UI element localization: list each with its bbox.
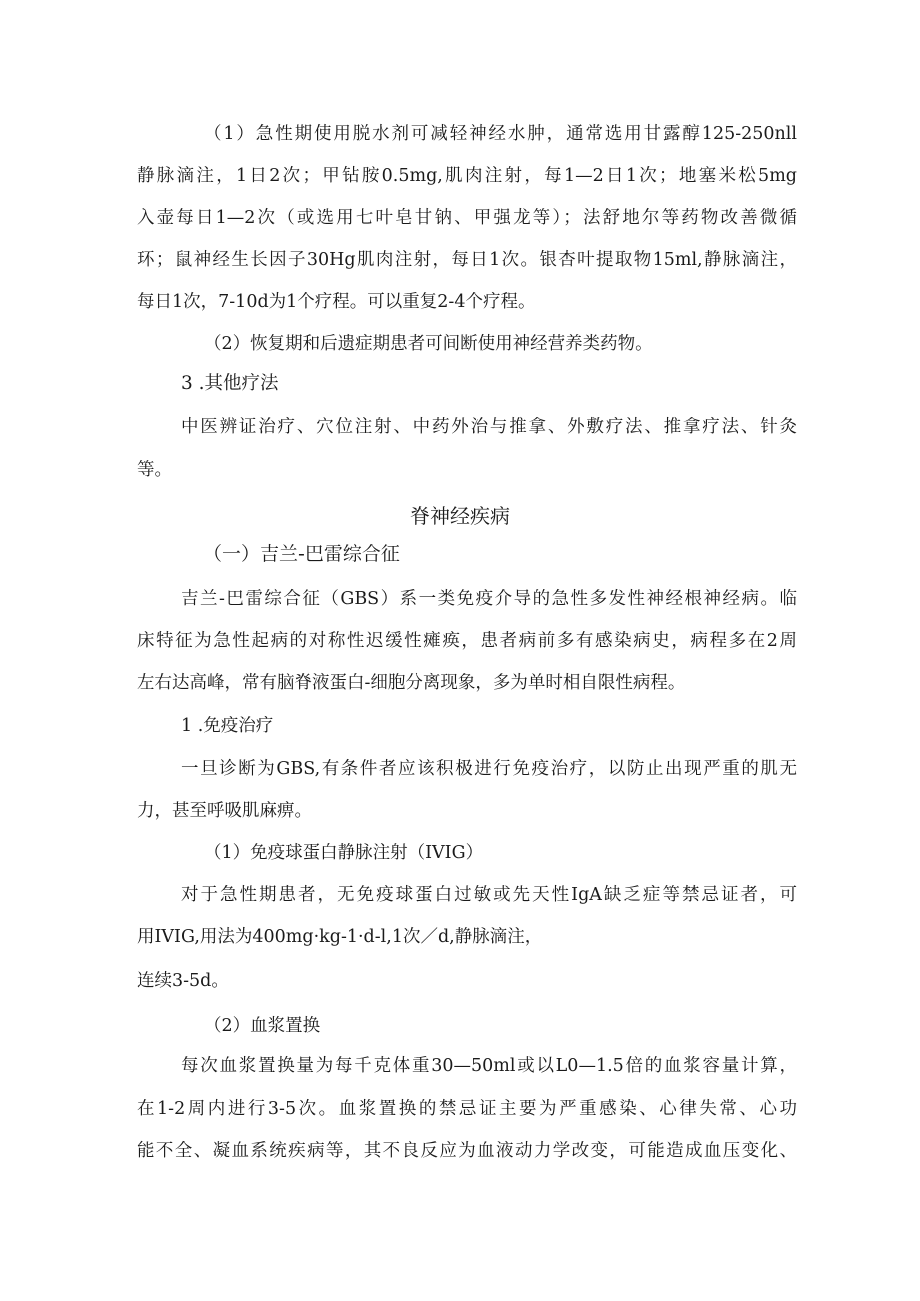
paragraph-line: 每次血浆置换量为每千克体重30—50ml或以L0—1.5倍的血浆容量计算， [181, 1056, 797, 1076]
section-heading: （1）免疫球蛋白静脉注射（IVIG） [204, 843, 484, 863]
section-heading: （2）血浆置换 [204, 1016, 321, 1036]
section-heading: 3 .其他疗法 [181, 373, 279, 394]
paragraph-line: 一旦诊断为GBS,有条件者应该积极进行免疫治疗，以防止出现严重的肌无 [181, 759, 797, 779]
paragraph-line: 力，甚至呼吸肌麻痹。 [137, 801, 312, 821]
paragraph-line: 连续3-5d。 [137, 971, 229, 991]
paragraph-line: 床特征为急性起病的对称性迟缓性瘫痪，患者病前多有感染病史，病程多在2周 [137, 631, 797, 651]
paragraph-line: 吉兰-巴雷综合征（GBS）系一类免疫介导的急性多发性神经根神经病。临 [181, 589, 797, 609]
paragraph-line: 用IVIG,用法为400mg·kg-1·d-l,1次／d,静脉滴注， [137, 927, 543, 947]
paragraph-line: 每日1次，7-10d为1个疗程。可以重复2-4个疗程。 [137, 292, 536, 312]
paragraph-line: 环；鼠神经生长因子30Hg肌肉注射，每日1次。银杏叶提取物15ml,静脉滴注， [137, 250, 797, 270]
paragraph-line: 入壶每日1—2次（或选用七叶皂甘钠、甲强龙等）；法舒地尔等药物改善微循 [137, 208, 797, 228]
subsection-title: （一）吉兰-巴雷综合征 [203, 543, 400, 565]
paragraph-line: 等。 [137, 460, 172, 480]
paragraph-line: 静脉滴注，1日2次；甲钻胺0.5mg,肌肉注射，每1—2日1次；地塞米松5mg [137, 166, 797, 186]
paragraph-line: 能不全、凝血系统疾病等，其不良反应为血液动力学改变，可能造成血压变化、 [137, 1141, 797, 1161]
paragraph-line: 在1-2周内进行3-5次。血浆置换的禁忌证主要为严重感染、心律失常、心功 [137, 1099, 797, 1119]
paragraph-line: 中医辨证治疗、穴位注射、中药外治与推拿、外敷疗法、推拿疗法、针灸 [181, 417, 797, 437]
paragraph-line: （2）恢复期和后遗症期患者可间断使用神经营养类药物。 [204, 334, 653, 354]
section-title: 脊神经疾病 [410, 504, 510, 528]
paragraph-line: （1）急性期使用脱水剂可减轻神经水肿，通常选用甘露醇125-250nll [204, 124, 797, 144]
section-heading: 1 .免疫治疗 [181, 716, 274, 736]
paragraph-line: 对于急性期患者，无免疫球蛋白过敏或先天性IgA缺乏症等禁忌证者，可 [181, 885, 797, 905]
paragraph-line: 左右达高峰，常有脑脊液蛋白-细胞分离现象，多为单时相自限性病程。 [137, 673, 686, 693]
